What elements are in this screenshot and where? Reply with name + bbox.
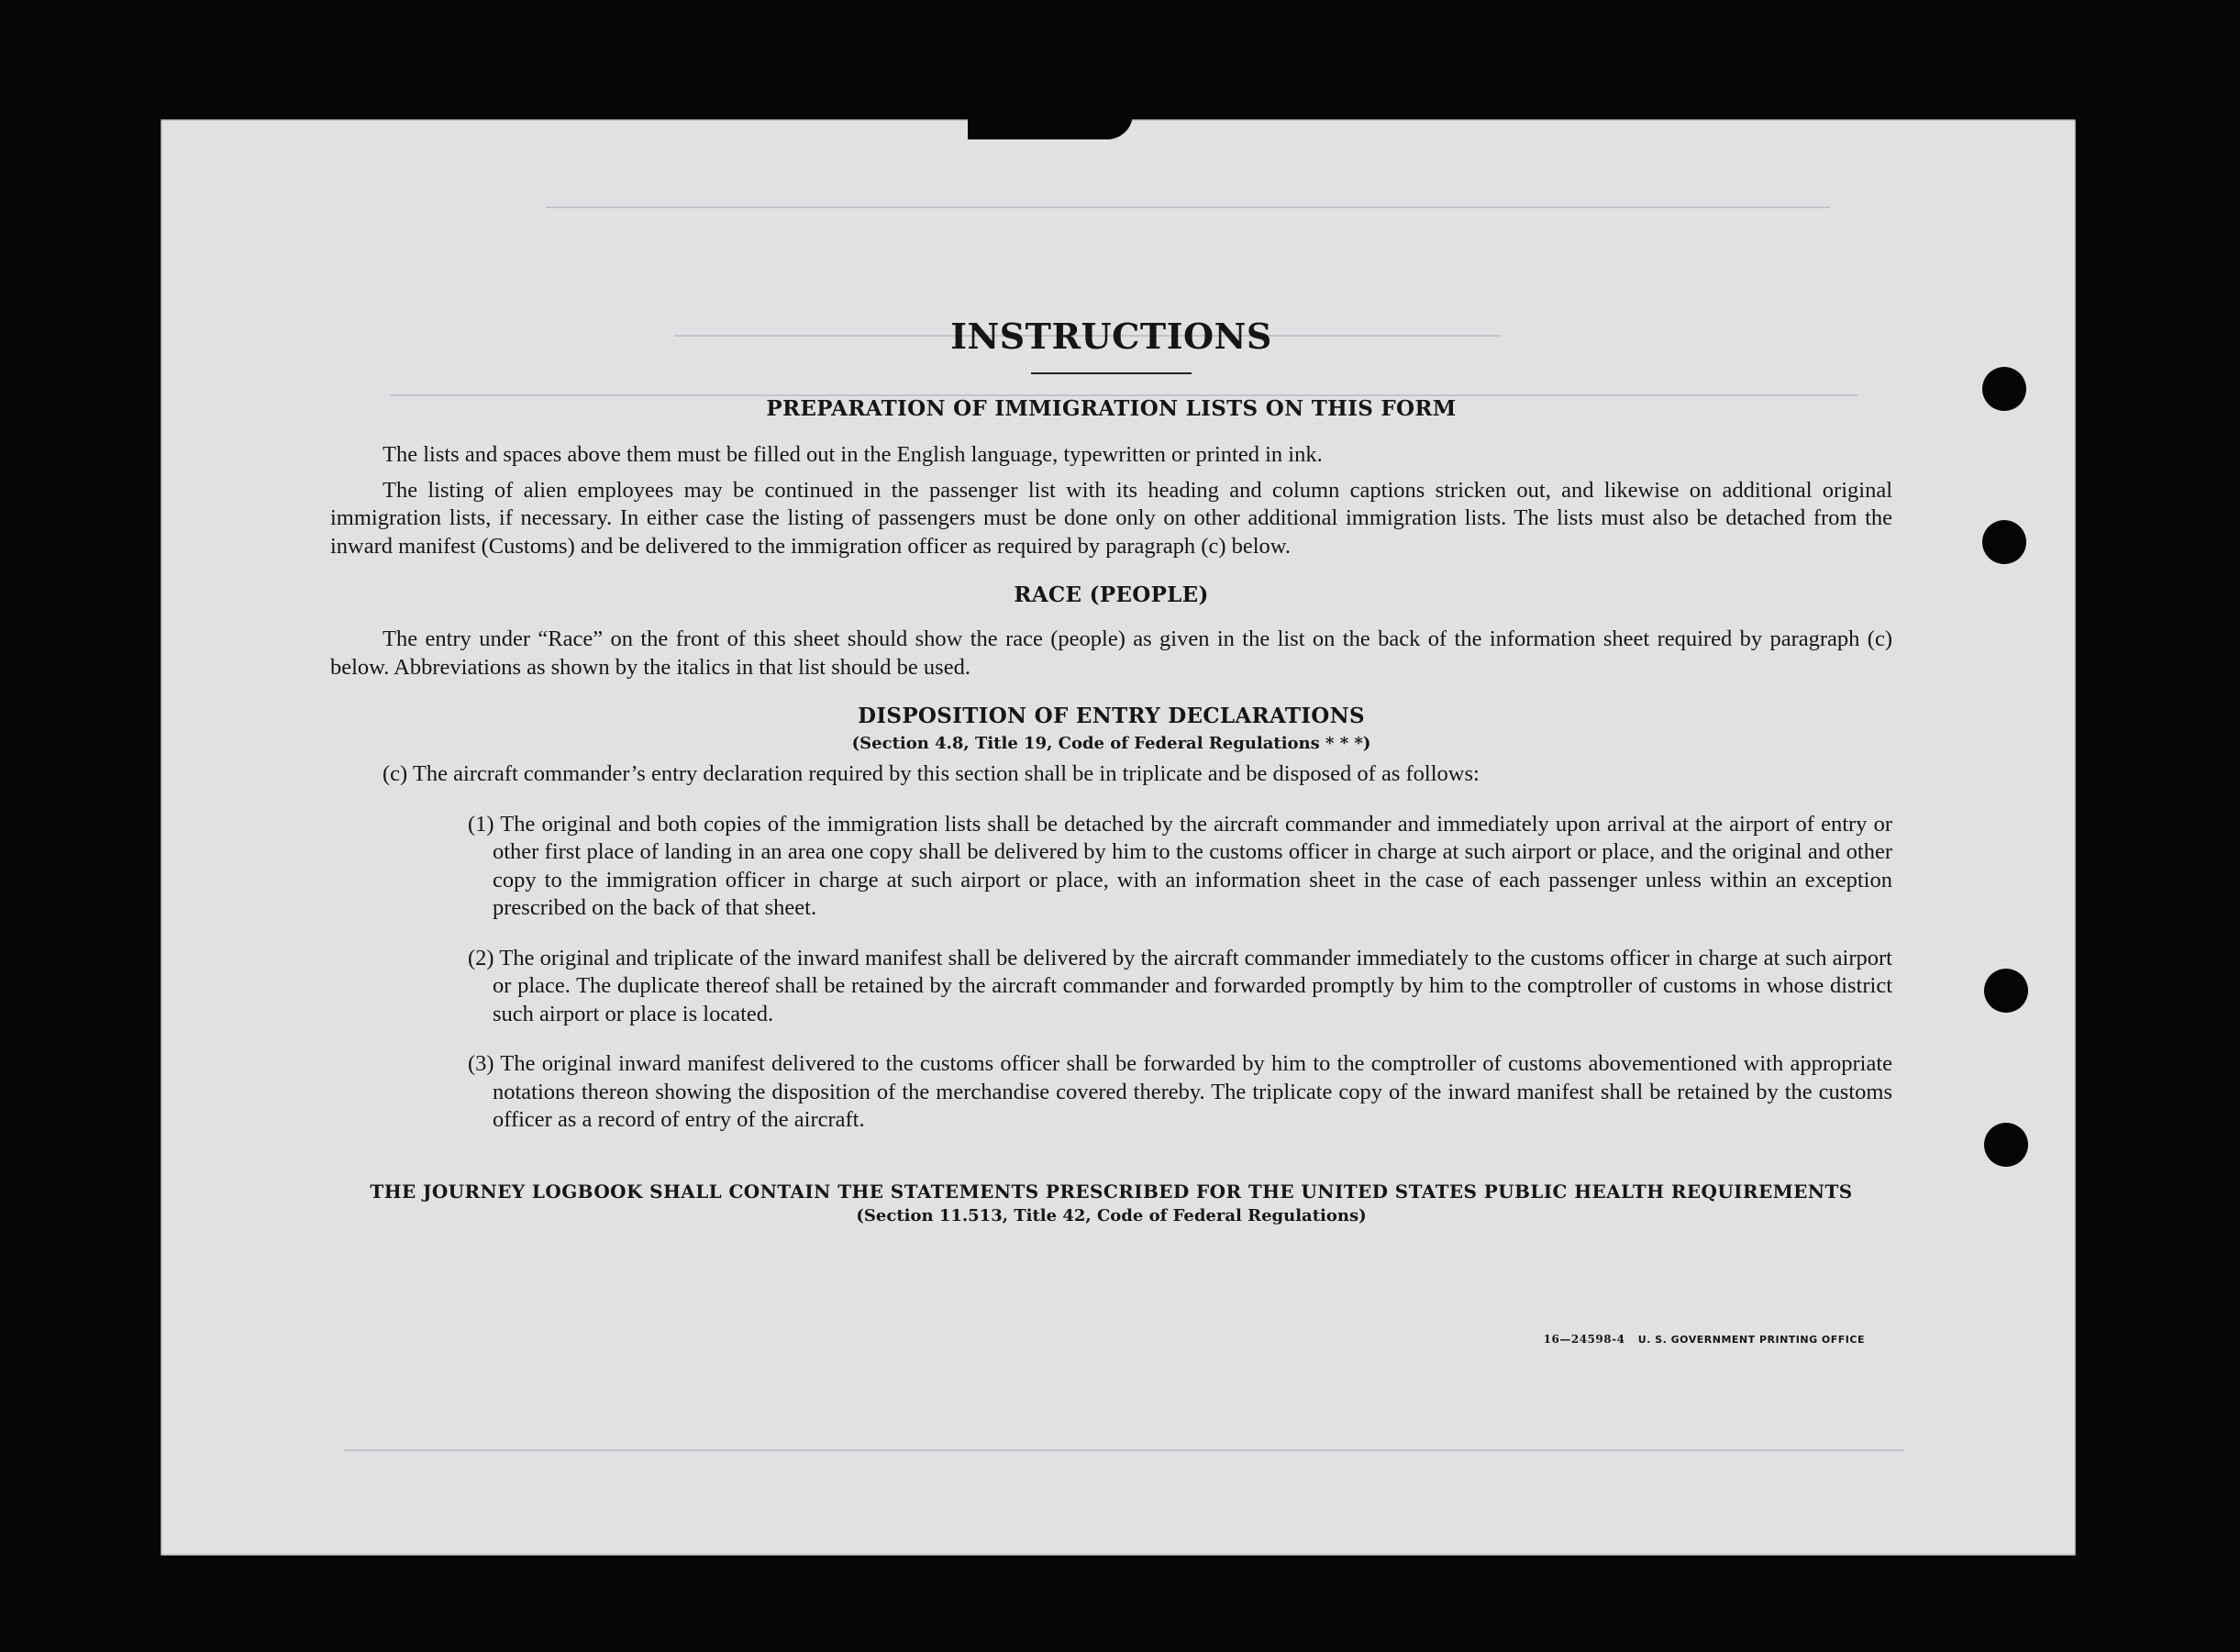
preparation-paragraph-2: The listing of alien employees may be continued in the passenger list with its heading and column captions stricken out, and likewise on additional original immigration lists, if necessary. In either case the listing of passengers must be done only on other additional immigration lists. The lists must also be detached from the inward manifest (Customs) and be delivered to the immigration officer as required by paragraph (c) below. bbox=[330, 477, 1892, 559]
disposition-item-2: (2) The original and triplicate of the inward manifest shall be delivered by the aircraft commander immediately to the customs officer in charge at such airport or place. The duplicate thereof shall be retained by the aircraft commander and forwarded promptly by him to the comptroller of customs in whose district such airport or place is located. bbox=[468, 945, 1892, 1026]
disposition-citation: (Section 4.8, Title 19, Code of Federal Regulations * * *) bbox=[851, 734, 1371, 753]
disposition-heading: DISPOSITION OF ENTRY DECLARATIONS bbox=[858, 704, 1365, 728]
health-requirements-heading: THE JOURNEY LOGBOOK SHALL CONTAIN THE STATEMENTS PRESCRIBED FOR THE UNITED STATES PUBLIC HEALTH REQUIREMENTS bbox=[370, 1180, 1853, 1203]
race-paragraph: The entry under “Race” on the front of this sheet should show the race (people) as given in the list on the back of the information sheet required by paragraph (c) below. Abbreviations as shown by the italics in that list should be used. bbox=[330, 626, 1892, 680]
printer-imprint bbox=[1544, 1333, 1865, 1346]
preparation-heading: PREPARATION OF IMMIGRATION LISTS ON THIS FORM bbox=[766, 396, 1457, 421]
punch-hole bbox=[1982, 367, 2026, 411]
disposition-intro: (c) The aircraft commander’s entry declaration required by this section shall be in triplicate and be disposed of as follows: bbox=[383, 761, 1480, 786]
disposition-item-3: (3) The original inward manifest delivered to the customs officer shall be forwarded by him to the comptroller of customs abovementioned with appropriate notations thereon showing the disposition of the merchandise covered thereby. The triplicate copy of the inward manifest shall be retained by the customs officer as a record of entry of the aircraft. bbox=[468, 1051, 1892, 1132]
punch-hole bbox=[1982, 520, 2026, 564]
preparation-paragraph-1: The lists and spaces above them must be filled out in the English language, typewritten or printed in ink. bbox=[383, 442, 1323, 467]
instructions-body bbox=[330, 316, 1892, 1225]
showthrough-rule bbox=[546, 206, 1830, 208]
race-heading: RACE (PEOPLE) bbox=[1014, 582, 1209, 607]
title-underline bbox=[1031, 372, 1192, 374]
printer-name: U. S. GOVERNMENT PRINTING OFFICE bbox=[1637, 1334, 1865, 1346]
punch-hole bbox=[1984, 1123, 2028, 1167]
disposition-item-1: (1) The original and both copies of the immigration lists shall be detached by the aircraft commander and immediately upon arrival at the airport of entry or other first place of landing in an area one copy shall be delivered by him to the customs officer in charge at such airport or place, and the original and other copy to the immigration officer in charge at such airport or place, with an information sheet in the case of each passenger unless within an exception prescribed on the back of that sheet. bbox=[468, 811, 1892, 920]
document-sheet bbox=[161, 119, 2076, 1556]
torn-edge-notch bbox=[968, 114, 1133, 139]
punch-hole bbox=[1984, 969, 2028, 1013]
health-requirements-citation: (Section 11.513, Title 42, Code of Federal Regulations) bbox=[856, 1205, 1367, 1225]
showthrough-rule bbox=[344, 1449, 1903, 1451]
page-title: INSTRUCTIONS bbox=[950, 316, 1272, 357]
form-print-code: 16—24598-4 bbox=[1543, 1333, 1625, 1346]
